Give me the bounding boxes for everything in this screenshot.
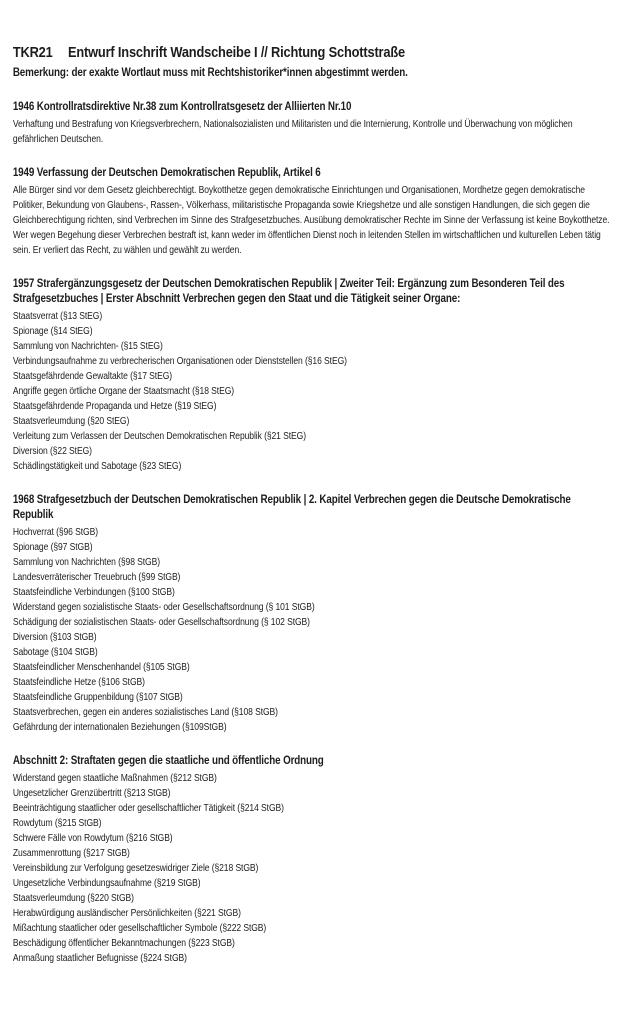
list-item: Beschädigung öffentlicher Bekanntmachungen (§223 StGB): [12, 938, 235, 949]
page-remark: Bemerkung: der exakte Wortlaut muss mit Rechtshistoriker*innen abgestimmt werden.: [12, 67, 408, 79]
list-item: Widerstand gegen staatliche Maßnahmen (§212 StGB): [12, 773, 217, 784]
list-item: Landesverräterischer Treuebruch (§99 StGB): [12, 572, 181, 583]
list-item: Staatsfeindliche Verbindungen (§100 StGB): [12, 587, 175, 598]
list-item: Verbindungsaufnahme zu verbrecherischen Organisationen oder Dienststellen (§16 StEG): [12, 356, 347, 367]
list-item: Staatsgefährdende Propaganda und Hetze (§19 StEG): [12, 401, 217, 412]
list-item: Sabotage (§104 StGB): [12, 647, 98, 658]
list-item: Beeinträchtigung staatlicher oder gesellschaftlicher Tätigkeit (§214 StGB): [12, 803, 284, 814]
list-item: Diversion (§103 StGB): [12, 632, 97, 643]
section-paragraph: Alle Bürger sind vor dem Gesetz gleichberechtigt. Boykotthetze gegen demokratische Einrichtungen und Organisationen, Mordhetze gegen demokratische Politiker, Bekundung von Glaubens-, Rassen-, Völkerhass, militaristische Propaganda sowie Kriegshetze und alle sonstigen Handlungen, die sich gegen die Gleichberechtigung richten, sind Verbrechen im Sinne des Strafgesetzbuches. Ausübung demokratischer Rechte im Sinne der Verfassung ist keine Boykotthetze.: [12, 185, 610, 226]
list-item: Staatsgefährdende Gewaltakte (§17 StEG): [12, 371, 173, 382]
page-title-code: TKR21: [12, 44, 53, 61]
list-item: Staatsfeindliche Gruppenbildung (§107 StGB): [12, 692, 183, 703]
list-item: Angriffe gegen örtliche Organe der Staatsmacht (§18 StEG): [12, 386, 235, 397]
list-item: Ungesetzliche Verbindungsaufnahme (§219 StGB): [12, 878, 201, 889]
list-item: Vereinsbildung zur Verfolgung gesetzeswidriger Ziele (§218 StGB): [12, 863, 259, 874]
list-item: Spionage (§97 StGB): [12, 542, 93, 553]
list-item: Diversion (§22 StEG): [12, 446, 92, 457]
section-heading: 1957 Strafergänzungsgesetz der Deutschen Demokratischen Republik | Zweiter Teil: Ergänzung zum Besonderen Teil des Strafgesetzbuches | Erster Abschnitt Verbrechen gegen den Staat und die Tätigkeit seiner Organe:: [12, 278, 565, 305]
page-title-text: Entwurf Inschrift Wandscheibe I // Richtung Schottstraße: [67, 44, 405, 61]
list-item: Anmaßung staatlicher Befugnisse (§224 StGB): [12, 953, 187, 964]
list-item: Mißachtung staatlicher oder gesellschaftlicher Symbole (§222 StGB): [12, 923, 267, 934]
list-item: Gefährdung der internationalen Beziehungen (§109StGB): [12, 722, 227, 733]
list-item: Verleitung zum Verlassen der Deutschen Demokratischen Republik (§21 StEG): [12, 431, 306, 442]
section-heading: 1968 Strafgesetzbuch der Deutschen Demokratischen Republik | 2. Kapitel Verbrechen gegen die Deutsche Demokratische Republik: [12, 494, 571, 521]
list-item: Staatsfeindliche Hetze (§106 StGB): [12, 677, 145, 688]
list-item: Staatsfeindlicher Menschenhandel (§105 StGB): [12, 662, 190, 673]
section: [13, 493, 611, 735]
list-item: Spionage (§14 StEG): [12, 326, 93, 337]
sections-container: [13, 100, 611, 966]
section-heading: 1949 Verfassung der Deutschen Demokratischen Republik, Artikel 6: [12, 167, 321, 179]
page-title: [13, 44, 611, 62]
list-item: Zusammenrottung (§217 StGB): [12, 848, 130, 859]
list-item: Widerstand gegen sozialistische Staats- oder Gesellschaftsordnung (§ 101 StGB): [12, 602, 315, 613]
list-item: Sammlung von Nachrichten- (§15 StEG): [12, 341, 163, 352]
section-paragraph: Verhaftung und Bestrafung von Kriegsverbrechern, Nationalsozialisten und Militaristen und die Internierung, Kontrolle und Überwachung von möglichen gefährlichen Deutschen.: [12, 119, 573, 145]
list-item: Staatsverleumdung (§20 StEG): [12, 416, 130, 427]
list-item: Hochverrat (§96 StGB): [12, 527, 98, 538]
list-item: Sammlung von Nachrichten (§98 StGB): [12, 557, 161, 568]
list-item: Schädigung der sozialistischen Staats- oder Gesellschaftsordnung (§ 102 StGB): [12, 617, 310, 628]
list-item: Schwere Fälle von Rowdytum (§216 StGB): [12, 833, 173, 844]
section-heading: 1946 Kontrollratsdirektive Nr.38 zum Kontrollratsgesetz der Alliierten Nr.10: [12, 101, 352, 113]
list-item: Ungesetzlicher Grenzübertritt (§213 StGB): [12, 788, 171, 799]
list-item: Staatsverrat (§13 StEG): [12, 311, 103, 322]
list-item: Schädlingstätigkeit und Sabotage (§23 StEG): [12, 461, 182, 472]
section-heading: Abschnitt 2: Straftaten gegen die staatliche und öffentliche Ordnung: [12, 755, 324, 767]
section: [13, 754, 611, 966]
section: [13, 100, 611, 147]
section: [13, 166, 611, 258]
list-item: Staatsverbrechen, gegen ein anderes sozialistisches Land (§108 StGB): [12, 707, 278, 718]
list-item: Rowdytum (§215 StGB): [12, 818, 102, 829]
section: [13, 277, 611, 474]
section-paragraph: Wer wegen Begehung dieser Verbrechen bestraft ist, kann weder im öffentlichen Dienst noch in leitenden Stellen im wirtschaftlichen und kulturellen Leben tätig sein. Er verliert das Recht, zu wählen und gewählt zu werden.: [12, 230, 601, 256]
list-item: Staatsverleumdung (§220 StGB): [12, 893, 134, 904]
list-item: Herabwürdigung ausländischer Persönlichkeiten (§221 StGB): [12, 908, 241, 919]
